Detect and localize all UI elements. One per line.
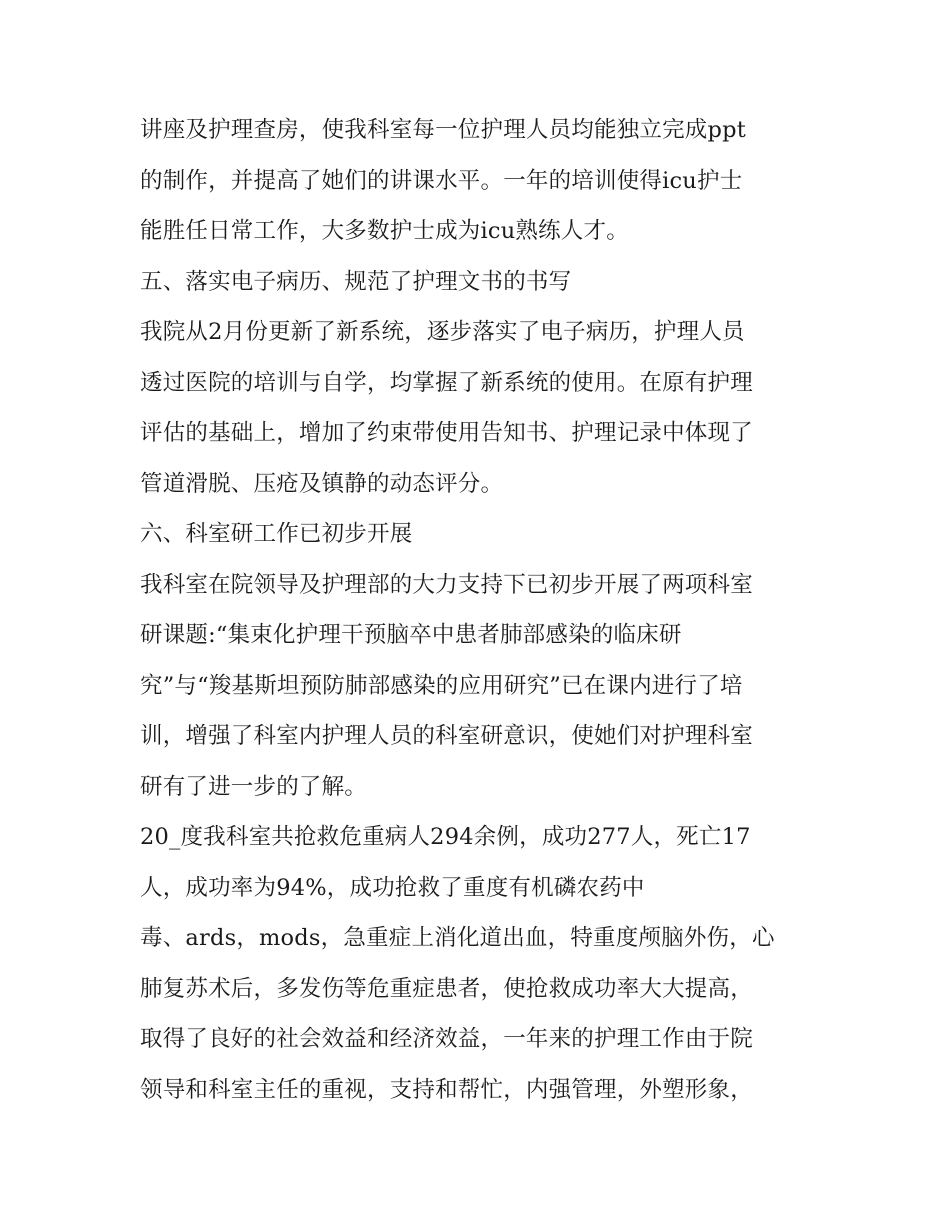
text-line: 透过医院的培训与自学，均掌握了新系统的使用。在原有护理 xyxy=(140,370,753,396)
text-line: 讲座及护理查房，使我科室每一位护理人员均能独立完成ppt xyxy=(140,117,746,143)
text-line: 20_度我科室共抢救危重病人294余例，成功277人，死亡17 xyxy=(140,824,751,850)
text-line: 我院从2月份更新了新系统，逐步落实了电子病历，护理人员 xyxy=(140,319,745,345)
text-line: 研课题:“集束化护理干预脑卒中患者肺部感染的临床研 xyxy=(140,622,682,648)
text-line: 能胜任日常工作，大多数护士成为icu熟练人才。 xyxy=(140,218,629,244)
text-line: 管道滑脱、压疮及镇静的动态评分。 xyxy=(140,471,504,497)
text-line: 取得了良好的社会效益和经济效益，一年来的护理工作由于院 xyxy=(140,1026,753,1052)
section-heading: 六、科室研工作已初步开展 xyxy=(140,521,413,547)
section-heading: 五、落实电子病历、规范了护理文书的书写 xyxy=(140,269,572,295)
text-line: 评估的基础上，增加了约束带使用告知书、护理记录中体现了 xyxy=(140,420,753,446)
text-line: 我科室在院领导及护理部的大力支持下已初步开展了两项科室 xyxy=(140,572,753,598)
text-line: 肺复苏术后，多发伤等危重症患者，使抢救成功率大大提高， xyxy=(140,976,753,1002)
text-line: 训，增强了科室内护理人员的科室研意识，使她们对护理科室 xyxy=(140,723,753,749)
text-line: 领导和科室主任的重视，支持和帮忙，内强管理，外塑形象， xyxy=(140,1077,753,1103)
text-line: 研有了进一步的了解。 xyxy=(140,774,368,800)
text-line: 毒、ards，mods，急重症上消化道出血，特重度颅脑外伤，心 xyxy=(140,925,775,951)
text-line: 人，成功率为94%，成功抢救了重度有机磷农药中 xyxy=(140,875,645,901)
text-line: 的制作，并提高了她们的讲课水平。一年的培训使得icu护士 xyxy=(140,168,743,194)
text-line: 究”与“羧基斯坦预防肺部感染的应用研究”已在课内进行了培 xyxy=(140,673,743,699)
